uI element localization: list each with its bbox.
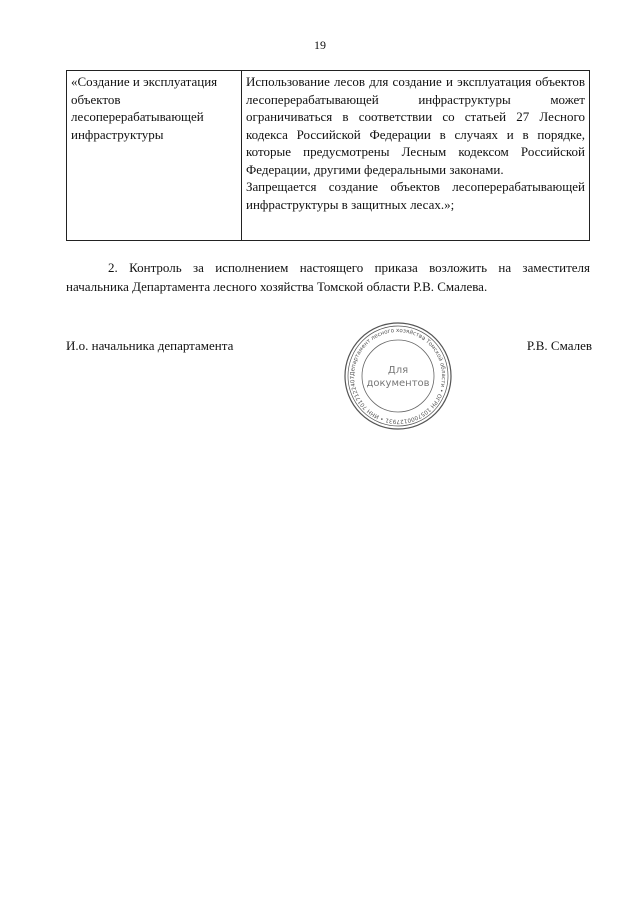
table-cell-right xyxy=(242,71,590,241)
table-cell-paragraph-1: Использование лесов для создание и эксплуатация объектов лесоперерабатывающей инфраструктуры может ограничиваться в соответствии со статьей 27 Лесного кодекса Российской Федерации в случаях и в порядке, которые предусмотрены Лесным кодексом Российской Федерации, другими федеральными законами. xyxy=(246,74,585,177)
order-paragraph-2: 2. Контроль за исполнением настоящего приказа возложить на заместителя начальника Департамента лесного хозяйства Томской области Р.В. Смалева. xyxy=(66,260,590,294)
official-stamp xyxy=(342,320,454,432)
stamp-center-line1: Для xyxy=(387,365,409,376)
stamp-center-line2: документов xyxy=(366,378,430,389)
table-cell-left: «Создание и эксплуатация объектов лесоперерабатывающей инфраструктуры xyxy=(67,71,242,241)
content-table xyxy=(66,70,590,241)
stamp-ring-text: Департамент лесного хозяйства Томской области • ОГРН 1057000127931 • ИНН 7017122407 xyxy=(349,327,447,425)
table-row xyxy=(67,71,590,241)
page-number: 19 xyxy=(314,38,326,52)
signature-position: И.о. начальника департамента xyxy=(66,338,234,353)
signature-name: Р.В. Смалев xyxy=(526,338,592,353)
table-cell-paragraph-2: Запрещается создание объектов лесоперерабатывающей инфраструктуры в защитных лесах.»; xyxy=(246,179,585,212)
